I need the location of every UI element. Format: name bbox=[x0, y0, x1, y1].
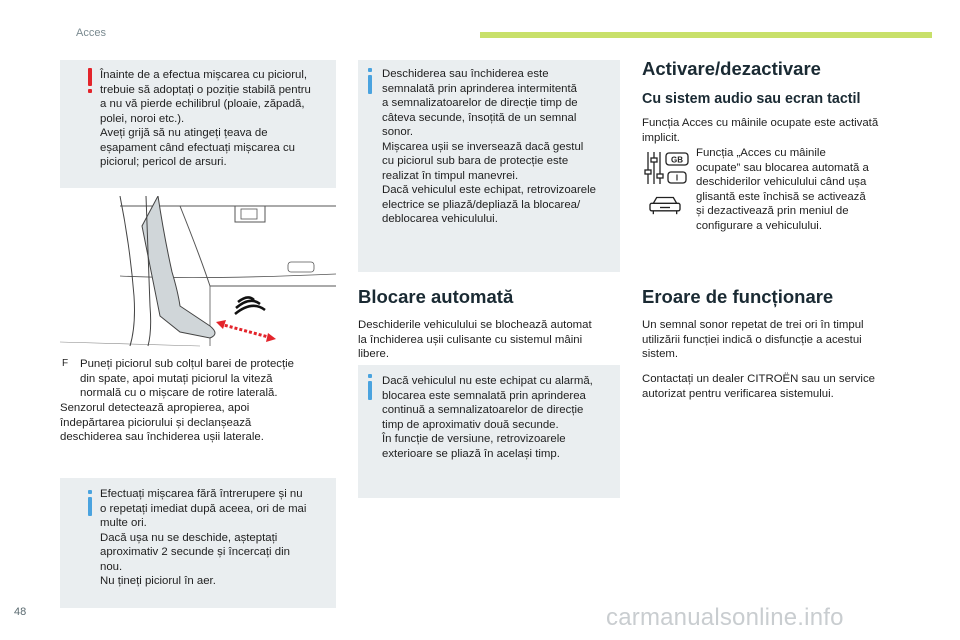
step-bullet: F bbox=[62, 358, 69, 369]
info-text-col2-top: Deschiderea sau închiderea este semnalată prin aprinderea intermitentă a semnalizatoarelor de direcție timp de câteva secunde, însoțită de un semnal sonor. Mișcarea ușii se inversează dacă gestul cu piciorul sub bara de protecție este realizat în timpul manevrei. Dacă vehiculul este echipat, retrovizoarele electrice se pliază/depliază la blocarea/ deblocarea vehiculului. bbox=[382, 68, 597, 225]
i-label: I bbox=[675, 173, 679, 183]
subheading-audio-system: Cu sistem audio sau ecran tactil bbox=[642, 91, 861, 107]
watermark: carmanualsonline.info bbox=[606, 604, 844, 631]
heading-activation: Activare/dezactivare bbox=[642, 58, 821, 79]
step-text: Puneți piciorul sub colțul barei de protecție din spate, apoi mutați piciorul la viteză normală cu o mișcare de rotire laterală. bbox=[80, 358, 295, 399]
info-icon bbox=[368, 374, 372, 400]
info-icon bbox=[368, 68, 372, 94]
car-icon bbox=[648, 195, 682, 215]
heading-error: Eroare de funcționare bbox=[642, 286, 834, 307]
section-accent-bar bbox=[480, 32, 932, 38]
info-icon bbox=[88, 490, 92, 516]
auto-lock-text: Deschiderile vehiculului se blochează automat la închiderea ușii culisante cu sistemul mâini libere. bbox=[358, 319, 592, 360]
audio-settings-icon bbox=[644, 150, 692, 186]
warning-text: Înainte de a efectua mișcarea cu piciorul, trebuie să adoptați o poziție stabilă pentru a nu vă pierde echilibrul (ploaie, zăpadă, polei, noroi etc.). Aveți grijă să nu atingeți țeava de eșapament când efectuați mișcarea cu piciorul; pericol de arsuri. bbox=[100, 69, 311, 168]
activation-icon-text: Funcția „Acces cu mâinile ocupate” sau blocarea automată a deschiderilor vehiculului când ușa glisantă este închisă se activează și dezactivează prin meniul de configurare a vehiculului. bbox=[696, 147, 869, 232]
sensor-note: Senzorul detectează apropierea, apoi îndepărtarea piciorului și declanșează deschiderea sau închiderea ușii laterale. bbox=[60, 402, 264, 443]
info-text-col1: Efectuați mișcarea fără întrerupere și nu o repetați imediat după aceea, ori de mai multe ori. Dacă ușa nu se deschide, așteptați aproximativ 2 secunde și încercați din nou. Nu țineți piciorul în aer. bbox=[100, 488, 307, 587]
section-title: Acces bbox=[76, 27, 106, 39]
gb-label: GB bbox=[671, 155, 683, 165]
foot-sensor-illustration bbox=[60, 196, 336, 348]
activation-intro: Funcția Acces cu mâinile ocupate este activată implicit. bbox=[642, 117, 879, 144]
info-box-col2-top bbox=[358, 60, 620, 272]
warning-box bbox=[60, 60, 336, 188]
info-text-col2-bottom: Dacă vehiculul nu este echipat cu alarmă, blocarea este semnalată prin aprinderea continuă a semnalizatoarelor de direcție timp de aproximativ două secunde. În funcție de versiune, retrovizoarele exterioare se pliază în același timp. bbox=[382, 375, 593, 460]
page-number: 48 bbox=[14, 606, 27, 618]
error-text: Un semnal sonor repetat de trei ori în timpul utilizării funcției indică o disfuncție a acestui sistem. bbox=[642, 319, 864, 360]
warning-icon bbox=[88, 68, 92, 94]
info-box-col2-bottom bbox=[358, 365, 620, 498]
heading-auto-lock: Blocare automată bbox=[358, 286, 514, 307]
info-box-col1 bbox=[60, 478, 336, 608]
contact-text: Contactați un dealer CITROËN sau un service autorizat pentru verificarea sistemului. bbox=[642, 373, 875, 400]
